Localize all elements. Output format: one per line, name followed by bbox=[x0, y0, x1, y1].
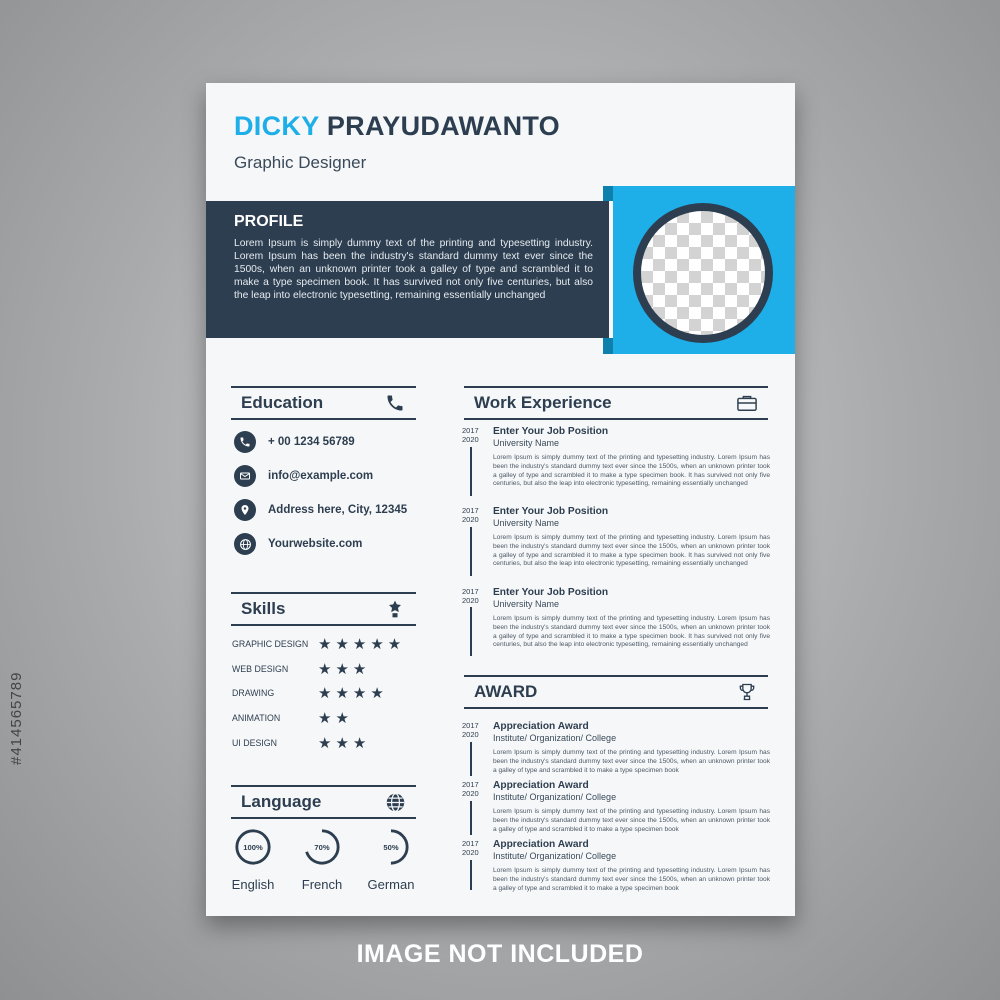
skill-stars: ★★★★ bbox=[318, 685, 388, 702]
contact-website bbox=[234, 533, 424, 555]
entry-years bbox=[462, 587, 479, 605]
photo-ring bbox=[633, 203, 773, 343]
skill-row bbox=[232, 734, 422, 752]
entry-description: Lorem Ipsum is simply dummy text of the printing and typesetting industry. Lorem Ipsum has been the industry's standard dummy text ever since the 1500s, when an unknown printer took a galley of type and scrambled it to make a type specimen book. It has survived not only five centuries, but also the leap into electronic typesetting, remaining essentially unchanged bbox=[493, 534, 770, 568]
skill-name: DRAWING bbox=[232, 688, 275, 698]
last-name: PRAYUDAWANTO bbox=[326, 111, 560, 141]
skill-row bbox=[232, 684, 422, 702]
skill-row bbox=[232, 660, 422, 678]
mail-icon bbox=[234, 465, 256, 487]
contact-text: + 00 1234 56789 bbox=[268, 436, 355, 448]
entry-years bbox=[462, 426, 479, 444]
entry-description: Lorem Ipsum is simply dummy text of the printing and typesetting industry. Lorem Ipsum has been the industry's standard dummy text ever since the 1500s, when an unknown printer took a galley of type and scrambled it to make a type specimen book. It has survived not only five centuries, but also the leap into electronic typesetting, remaining essentially unchanged bbox=[493, 615, 770, 649]
language-name: French bbox=[301, 877, 343, 892]
phone-icon bbox=[234, 431, 256, 453]
profile-title: PROFILE bbox=[234, 213, 304, 230]
language-name: German bbox=[367, 877, 415, 892]
education-title: Education bbox=[241, 393, 324, 412]
skill-stars: ★★ bbox=[318, 710, 353, 727]
skills-title: Skills bbox=[241, 599, 286, 618]
award-star-icon bbox=[384, 598, 406, 620]
entry-description: Lorem Ipsum is simply dummy text of the printing and typesetting industry. Lorem Ipsum has been the industry's standard dummy text ever since the 1500s, when an unknown printer took a galley of type and scrambled it to make a type specimen book. It has survived not only five centuries, but also the leap into electronic typesetting, remaining essentially unchanged bbox=[493, 454, 770, 488]
year-start: 2017 bbox=[462, 721, 479, 730]
skill-name: WEB DESIGN bbox=[232, 664, 289, 674]
year-start: 2017 bbox=[462, 780, 479, 789]
resume-page bbox=[206, 83, 795, 916]
language-progress-ring bbox=[372, 828, 410, 866]
globe-icon bbox=[384, 791, 406, 813]
job-position: Enter Your Job Position bbox=[493, 426, 609, 437]
skill-stars: ★★★★★ bbox=[318, 636, 406, 653]
timeline-line bbox=[470, 742, 472, 776]
skill-stars: ★★★ bbox=[318, 735, 371, 752]
skill-row bbox=[232, 709, 422, 727]
contact-text: Address here, City, 12345 bbox=[268, 504, 408, 516]
year-end: 2020 bbox=[462, 848, 479, 857]
photo-placeholder bbox=[641, 211, 765, 335]
entry-description: Lorem Ipsum is simply dummy text of the printing and typesetting industry. Lorem Ipsum has been the industry's standard dummy text ever since the 1500s, when an unknown printer took a galley of type and scrambled it to make a type specimen book bbox=[493, 749, 770, 774]
year-end: 2020 bbox=[462, 515, 479, 524]
image-not-included-caption: IMAGE NOT INCLUDED bbox=[356, 940, 644, 968]
institute-name: Institute/ Organization/ College bbox=[493, 792, 617, 802]
globe-icon bbox=[234, 533, 256, 555]
skills-header bbox=[231, 592, 416, 626]
profile-text: Lorem Ipsum is simply dummy text of the printing and typesetting industry. Lorem Ipsum has been the industry's standard dummy text ever since the 1500s, when an unknown printer took a galley of type and scrambled it to make a type specimen book. It has survived not only five centuries, but also the leap into electronic typesetting, remaining essentially unchanged bbox=[234, 238, 593, 301]
skill-row bbox=[232, 635, 422, 653]
year-end: 2020 bbox=[462, 435, 479, 444]
photo-ribbon-fold-top bbox=[603, 186, 613, 201]
education-header bbox=[231, 386, 416, 420]
year-end: 2020 bbox=[462, 789, 479, 798]
job-role: Graphic Designer bbox=[234, 153, 367, 172]
language-name: English bbox=[231, 877, 275, 892]
entry-years bbox=[462, 780, 479, 798]
language-percent: 100% bbox=[243, 842, 263, 852]
trophy-icon bbox=[736, 681, 758, 703]
institute-name: Institute/ Organization/ College bbox=[493, 733, 617, 743]
award-name: Appreciation Award bbox=[493, 721, 589, 732]
award-title: AWARD bbox=[474, 682, 538, 701]
contact-text: info@example.com bbox=[268, 470, 374, 482]
entry-description: Lorem Ipsum is simply dummy text of the printing and typesetting industry. Lorem Ipsum has been the industry's standard dummy text ever since the 1500s, when an unknown printer took a galley of type and scrambled it to make a type specimen book bbox=[493, 808, 770, 833]
year-start: 2017 bbox=[462, 839, 479, 848]
timeline-line bbox=[470, 447, 472, 496]
job-position: Enter Your Job Position bbox=[493, 506, 609, 517]
location-icon bbox=[234, 499, 256, 521]
entry-description: Lorem Ipsum is simply dummy text of the printing and typesetting industry. Lorem Ipsum has been the industry's standard dummy text ever since the 1500s, when an unknown printer took a galley of type and scrambled it to make a type specimen book bbox=[493, 867, 770, 892]
work-experience-header bbox=[464, 386, 768, 420]
language-percent: 70% bbox=[314, 842, 330, 852]
contact-address bbox=[234, 499, 424, 521]
year-start: 2017 bbox=[462, 587, 479, 596]
language-progress-ring bbox=[303, 828, 341, 866]
university-name: University Name bbox=[493, 599, 560, 609]
first-name: DICKY bbox=[234, 111, 320, 141]
year-start: 2017 bbox=[462, 426, 479, 435]
skill-stars: ★★★ bbox=[318, 661, 371, 678]
award-header bbox=[464, 675, 768, 709]
skill-name: UI DESIGN bbox=[232, 738, 277, 748]
name-heading bbox=[234, 111, 560, 142]
award-name: Appreciation Award bbox=[493, 780, 589, 791]
skill-name: ANIMATION bbox=[232, 713, 281, 723]
year-end: 2020 bbox=[462, 730, 479, 739]
profile-section bbox=[206, 201, 609, 338]
photo-frame bbox=[613, 186, 795, 354]
timeline-line bbox=[470, 607, 472, 656]
entry-years bbox=[462, 506, 479, 524]
contact-email bbox=[234, 465, 424, 487]
award-name: Appreciation Award bbox=[493, 839, 589, 850]
language-progress-ring bbox=[234, 828, 272, 866]
timeline-line bbox=[470, 527, 472, 576]
university-name: University Name bbox=[493, 438, 560, 448]
institute-name: Institute/ Organization/ College bbox=[493, 851, 617, 861]
job-position: Enter Your Job Position bbox=[493, 587, 609, 598]
timeline-line bbox=[470, 801, 472, 835]
year-end: 2020 bbox=[462, 596, 479, 605]
timeline-line bbox=[470, 860, 472, 890]
language-title: Language bbox=[241, 792, 322, 811]
language-item bbox=[361, 828, 421, 892]
briefcase-icon bbox=[736, 392, 758, 414]
entry-years bbox=[462, 839, 479, 857]
university-name: University Name bbox=[493, 518, 560, 528]
language-percent: 50% bbox=[383, 842, 399, 852]
entry-years bbox=[462, 721, 479, 739]
stock-id-label: #414565789 bbox=[8, 671, 25, 765]
contact-phone bbox=[234, 431, 424, 453]
language-item bbox=[292, 828, 352, 892]
language-header bbox=[231, 785, 416, 819]
work-experience-title: Work Experience bbox=[474, 393, 612, 412]
contact-text: Yourwebsite.com bbox=[268, 538, 363, 550]
phone-icon bbox=[384, 392, 406, 414]
language-item bbox=[223, 828, 283, 892]
year-start: 2017 bbox=[462, 506, 479, 515]
skill-name: GRAPHIC DESIGN bbox=[232, 639, 309, 649]
photo-ribbon-fold-bottom bbox=[603, 338, 613, 354]
